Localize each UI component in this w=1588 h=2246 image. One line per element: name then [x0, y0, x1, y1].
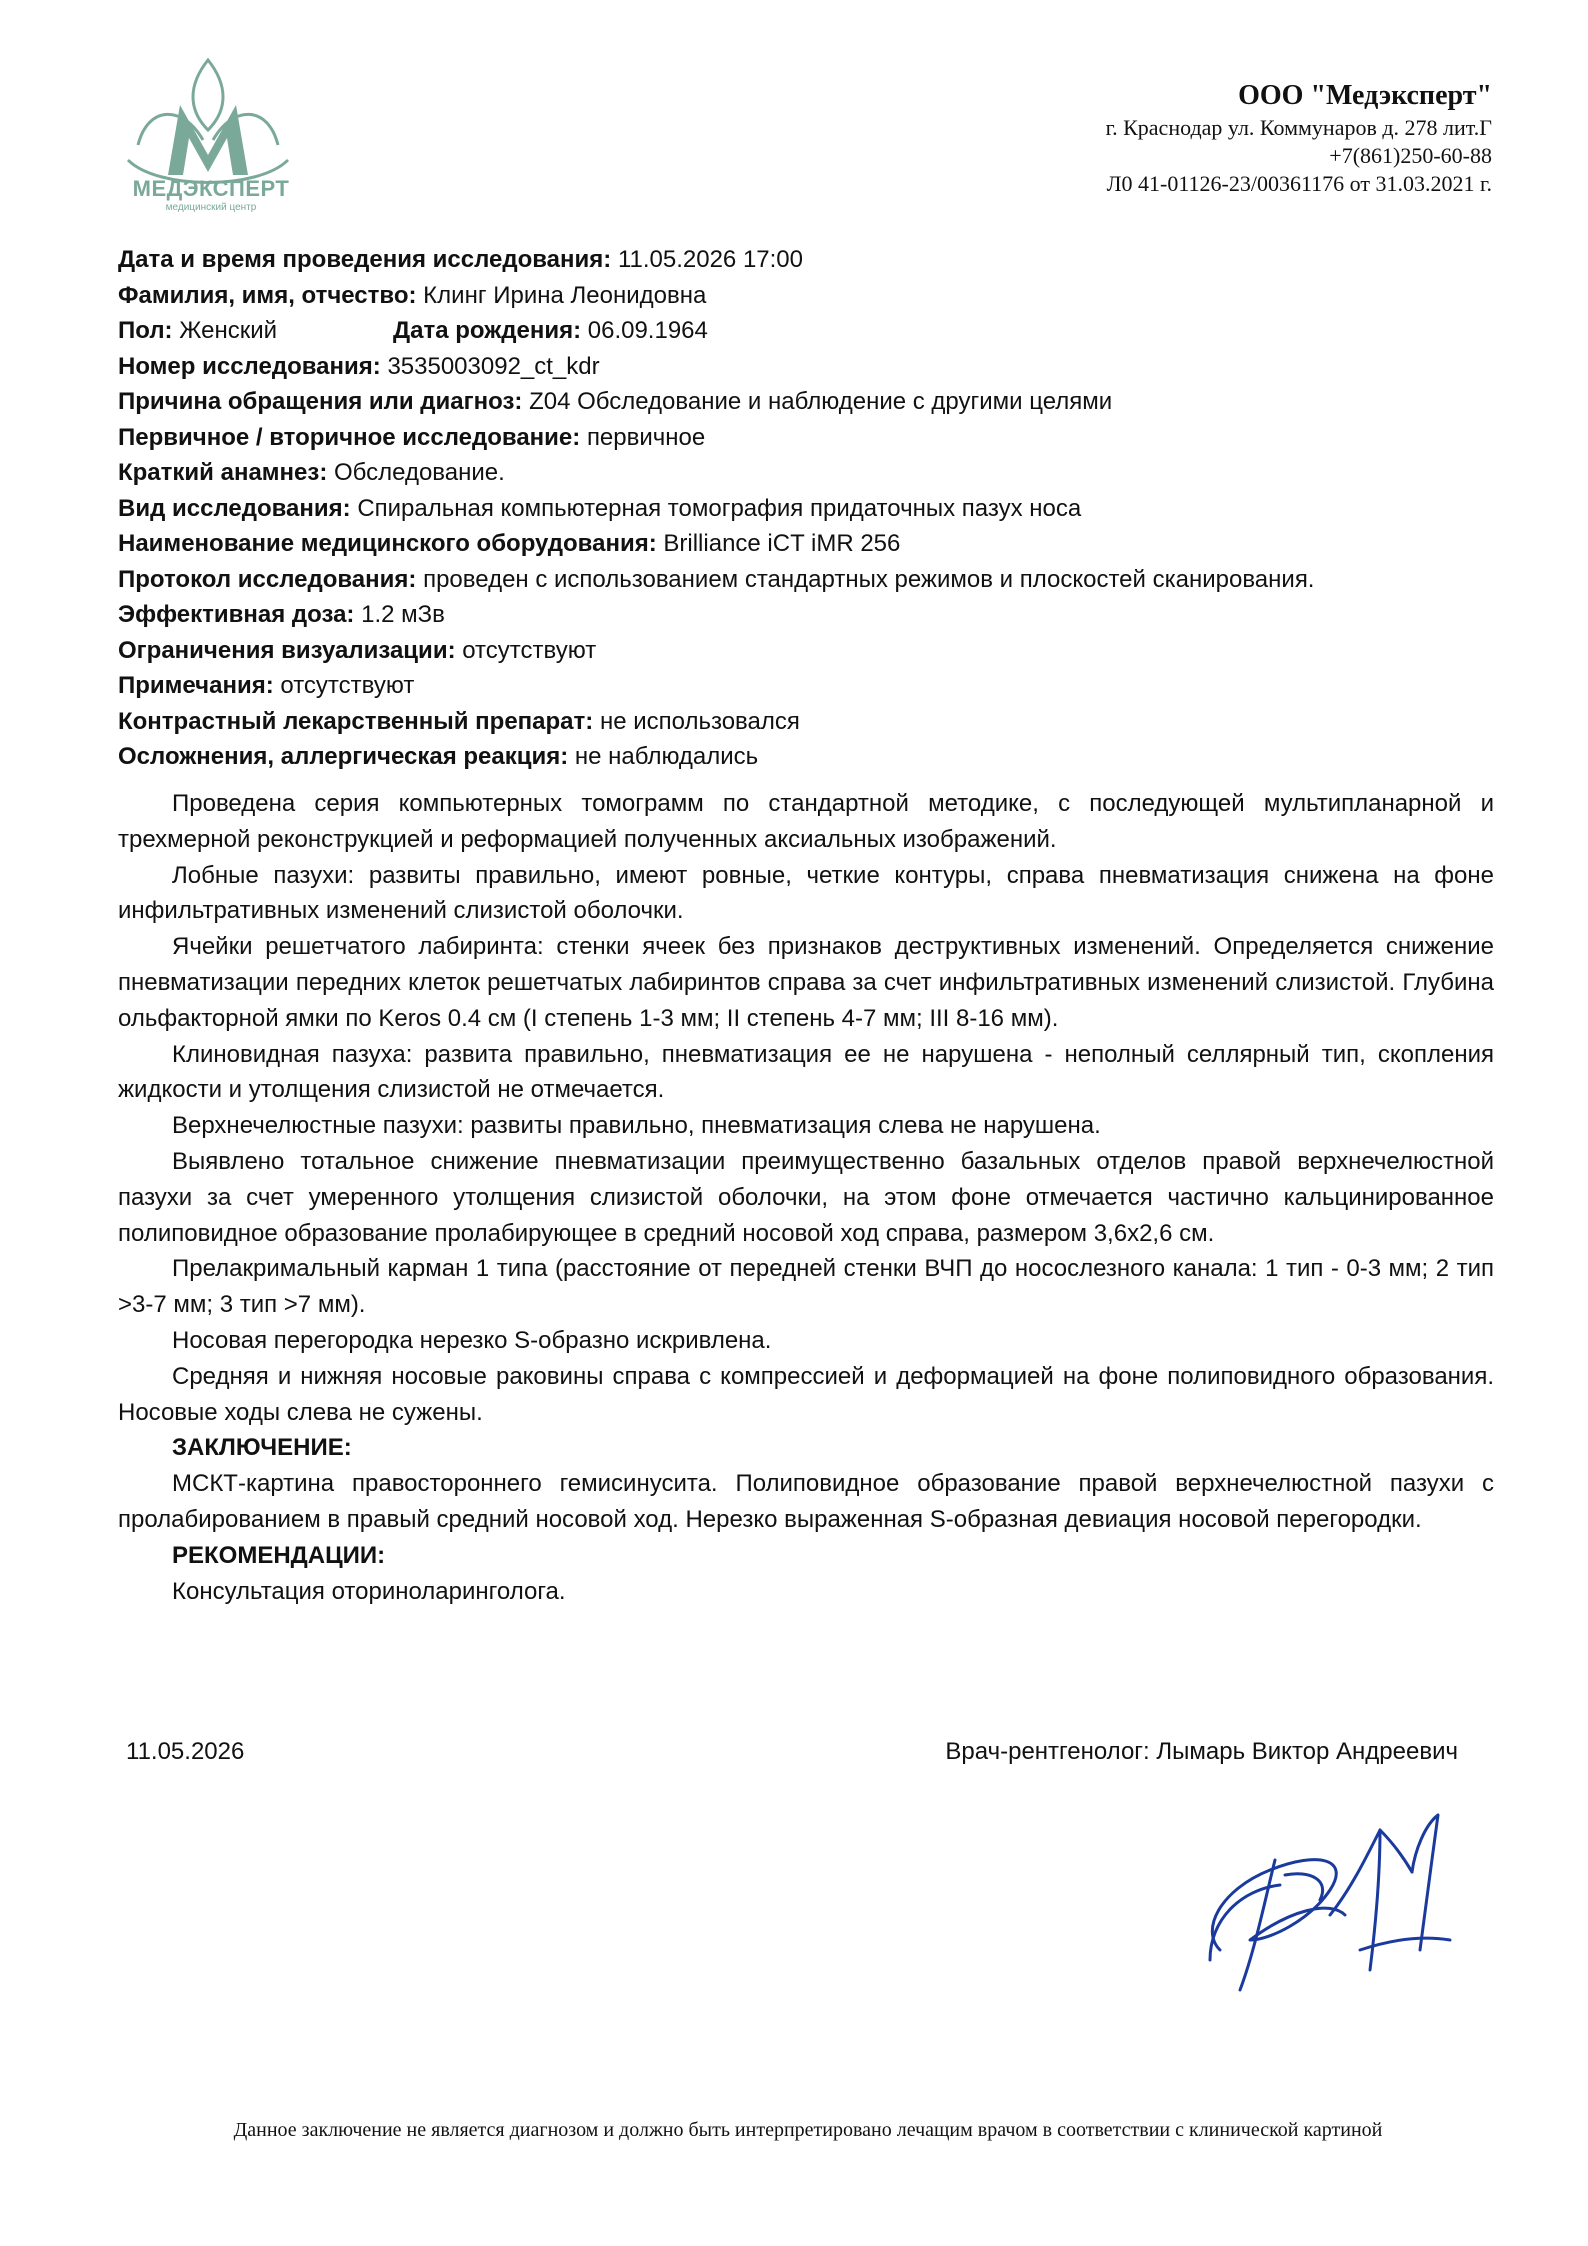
field-value: 3535003092_ct_kdr [387, 352, 600, 380]
field-notes [118, 668, 1498, 704]
logo-subtitle: медицинский центр [165, 202, 257, 213]
org-phone: +7(861)250-60-88 [1329, 143, 1492, 168]
org-address: г. Краснодар ул. Коммунаров д. 278 лит.Г [1105, 115, 1492, 140]
org-license: Л0 41-01126-23/00361176 от 31.03.2021 г. [1106, 171, 1492, 196]
field-value: не наблюдались [574, 743, 759, 770]
disclaimer-footer: Данное заключение не является диагнозом и должно быть интерпретировано лечащим врачом в соответствии с клинической картиной [233, 2119, 1383, 2141]
field-anamnesis [118, 455, 1498, 491]
field-value: первичное [586, 423, 706, 451]
field-value: Обследование. [333, 459, 505, 486]
paragraph: Проведена серия компьютерных томограмм по стандартной методике, с последующей мультипланарной и трехмерной реконструкцией и реформацией полученных аксиальных изображений. [118, 790, 1494, 853]
field-value: 11.05.2026 17:00 [617, 246, 803, 273]
doctor-signature [1180, 1800, 1480, 2020]
field-label: Протокол исследования: [118, 565, 417, 593]
field-value: Женский [179, 317, 278, 344]
conclusion-text: МСКТ-картина правостороннего гемисинусита. Полиповидное образование правой верхнечелюстной пазухи с пролабированием в правый средний носовой ход. Нерезко выраженная S-образная девиация носовой перегородки. [118, 1470, 1494, 1533]
field-limits [118, 633, 1498, 669]
field-label: Краткий анамнез: [118, 459, 328, 486]
field-contrast [118, 704, 1498, 740]
field-label: Номер исследования: [118, 352, 381, 380]
field-value: 1.2 мЗв [361, 601, 445, 628]
field-label: Первичное / вторичное исследование: [118, 423, 581, 451]
paragraph: Верхнечелюстные пазухи: развиты правильно, пневматизация слева не нарушена. [172, 1112, 1101, 1140]
field-number [118, 349, 1498, 385]
field-label: Контрастный лекарственный препарат: [118, 707, 594, 735]
field-label: Причина обращения или диагноз: [118, 388, 523, 415]
paragraph: Выявлено тотальное снижение пневматизации преимущественно базальных отделов правой верхнечелюстной пазухи за счет умеренного утолщения слизистой оболочки, на этом фоне отмечается частично кальцинированное полиповидное образование пролабирующее в средний носовой ход справа, размером 3,6х2,6 см. [118, 1147, 1494, 1247]
field-label: Эффективная доза: [118, 601, 355, 628]
paragraph: Клиновидная пазуха: развита правильно, пневматизация ее не нарушена - неполный селлярный тип, скопления жидкости и утолщения слизистой не отмечается. [118, 1040, 1494, 1104]
field-value: Клинг Ирина Леонидовна [423, 281, 707, 309]
field-protocol [118, 562, 1498, 598]
study-fields [118, 242, 1498, 775]
paragraph: Лобные пазухи: развиты правильно, имеют ровные, четкие контуры, справа пневматизация снижена на фоне инфильтративных изменений слизистой оболочки. [118, 861, 1494, 925]
paragraph: Носовая перегородка нерезко S-образно искривлена. [172, 1326, 772, 1354]
field-date [118, 242, 1498, 278]
field-value: не использовался [599, 707, 800, 735]
field-label: Наименование медицинского оборудования: [118, 530, 657, 557]
field-reason [118, 384, 1498, 420]
field-complications [118, 739, 1498, 775]
field-value: 06.09.1964 [587, 317, 708, 344]
recommendations-heading: РЕКОМЕНДАЦИИ: [172, 1541, 386, 1569]
field-dose [118, 597, 1498, 633]
field-label: Фамилия, имя, отчество: [118, 281, 417, 309]
report-body [118, 786, 1494, 1609]
field-value: Brilliance iCT iMR 256 [663, 530, 901, 557]
logo-text: МЕДЭКСПЕРТ [132, 176, 290, 201]
field-value: проведен с использованием стандартных режимов и плоскостей сканирования. [423, 565, 1315, 593]
doctor-name: Врач-рентгенолог: Лымарь Виктор Андреевич [945, 1738, 1458, 1765]
field-sex-birth [118, 313, 1498, 349]
field-type [118, 491, 1498, 527]
field-equipment [118, 526, 1498, 562]
report-date: 11.05.2026 [126, 1738, 245, 1765]
field-primary [118, 420, 1498, 456]
field-label: Ограничения визуализации: [118, 636, 456, 664]
field-value: отсутствуют [280, 672, 415, 699]
field-label: Пол: [118, 317, 173, 344]
paragraph: Средняя и нижняя носовые раковины справа с компрессией и деформацией на фоне полиповидного образования. Носовые ходы слева не сужены. [118, 1362, 1494, 1426]
field-label: Дата рождения: [393, 317, 582, 344]
field-label: Осложнения, аллергическая реакция: [118, 743, 569, 770]
field-label: Вид исследования: [118, 494, 351, 522]
field-value: отсутствуют [462, 636, 597, 664]
conclusion-heading: ЗАКЛЮЧЕНИЕ: [172, 1434, 352, 1462]
org-name: ООО "Медэксперт" [1238, 80, 1492, 111]
field-name [118, 278, 1498, 314]
recommendations-text: Консультация оториноларинголога. [172, 1577, 566, 1605]
paragraph: Ячейки решетчатого лабиринта: стенки ячеек без признаков деструктивных изменений. Определяется снижение пневматизации передних клеток решетчатых лабиринтов справа за счет инфильтративных изменений слизистой. Глубина ольфакторной ямки по Keros 0.4 см (I степень 1-3 мм; II степень 4-7 мм; III 8-16 мм). [118, 933, 1494, 1032]
organization-block [792, 78, 1492, 198]
field-value: Спиральная компьютерная томография придаточных пазух носа [357, 494, 1082, 522]
paragraph: Прелакримальный карман 1 типа (расстояние от передней стенки ВЧП до носослезного канала: 1 тип - 0-3 мм; 2 тип >3-7 мм; 3 тип >7 мм). [118, 1255, 1494, 1319]
field-label: Дата и время проведения исследования: [118, 246, 612, 273]
field-value: Z04 Обследование и наблюдение с другими целями [529, 388, 1113, 415]
field-label: Примечания: [118, 672, 274, 699]
